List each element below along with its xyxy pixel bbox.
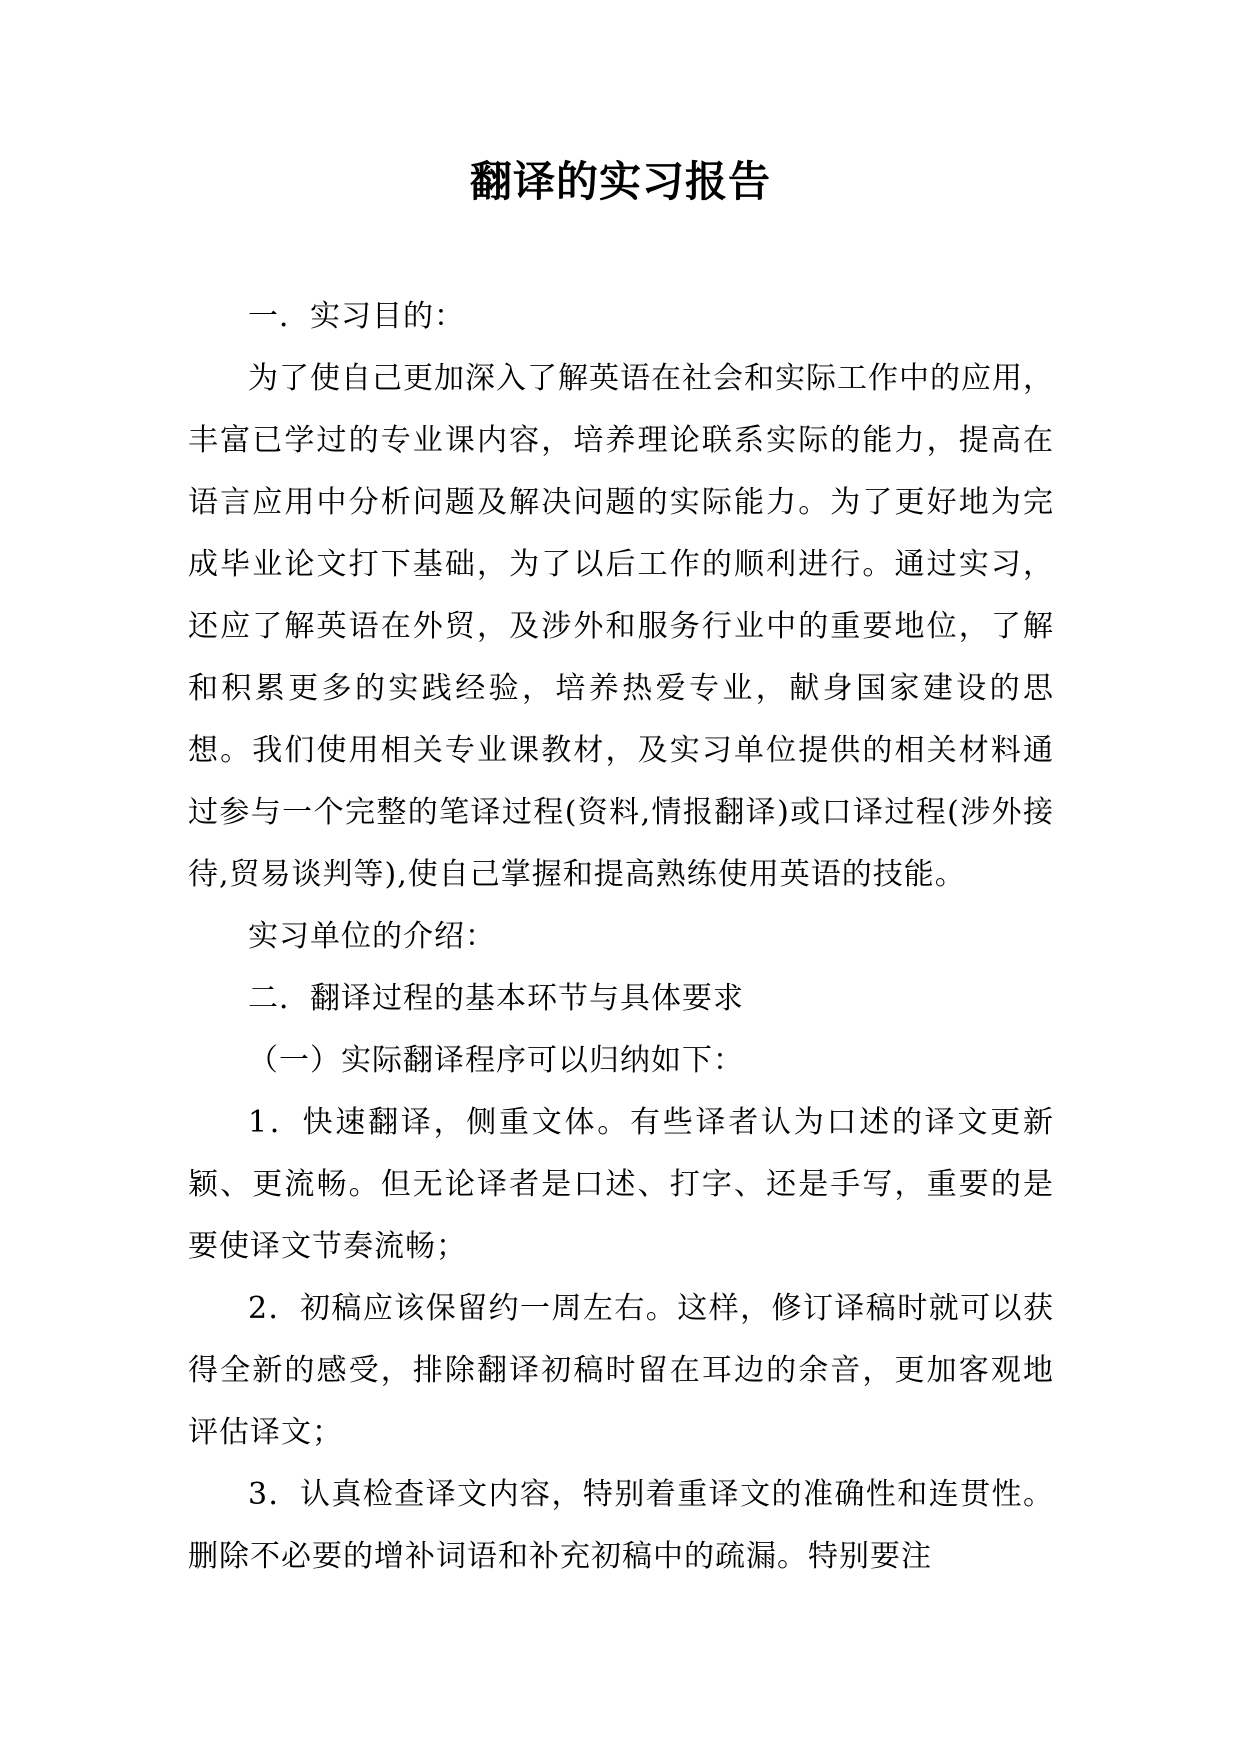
- subsection-heading-procedure: （一）实际翻译程序可以归纳如下：: [248, 1043, 744, 1078]
- section-heading-unit-intro: 实习单位的介绍：: [248, 919, 496, 954]
- paragraph-purpose: 为了使自己更加深入了解英语在社会和实际工作中的应用，丰富已学过的专业课内容，培养理论联系实际的能力，提高在语言应用中分析问题及解决问题的实际能力。为了更好地为完成毕业论文打下基础，为了以后工作的顺利进行。通过实习，还应了解英语在外贸，及涉外和服务行业中的重要地位，了解和积累更多的实践经验，培养热爱专业，献身国家建设的思想。我们使用相关专业课教材，及实习单位提供的相关材料通过参与一个完整的笔译过程(资料,情报翻译)或口译过程(涉外接待,贸易谈判等),使自己掌握和提高熟练使用英语的技能。: [188, 361, 1054, 892]
- list-item-1: 1．快速翻译，侧重文体。有些译者认为口述的译文更新颖、更流畅。但无论译者是口述、打字、还是手写，重要的是要使译文节奏流畅；: [188, 1105, 1054, 1264]
- section-heading-purpose: 一．实习目的：: [248, 299, 465, 334]
- section-heading-process: 二．翻译过程的基本环节与具体要求: [248, 981, 744, 1016]
- list-item-2: 2．初稿应该保留约一周左右。这样，修订译稿时就可以获得全新的感受，排除翻译初稿时留在耳边的余音，更加客观地评估译文；: [188, 1291, 1054, 1450]
- document-title: 翻译的实习报告: [469, 157, 771, 206]
- list-item-3: 3．认真检查译文内容，特别着重译文的准确性和连贯性。删除不必要的增补词语和补充初稿中的疏漏。特别要注: [188, 1477, 1054, 1574]
- document-body: [188, 286, 1054, 1588]
